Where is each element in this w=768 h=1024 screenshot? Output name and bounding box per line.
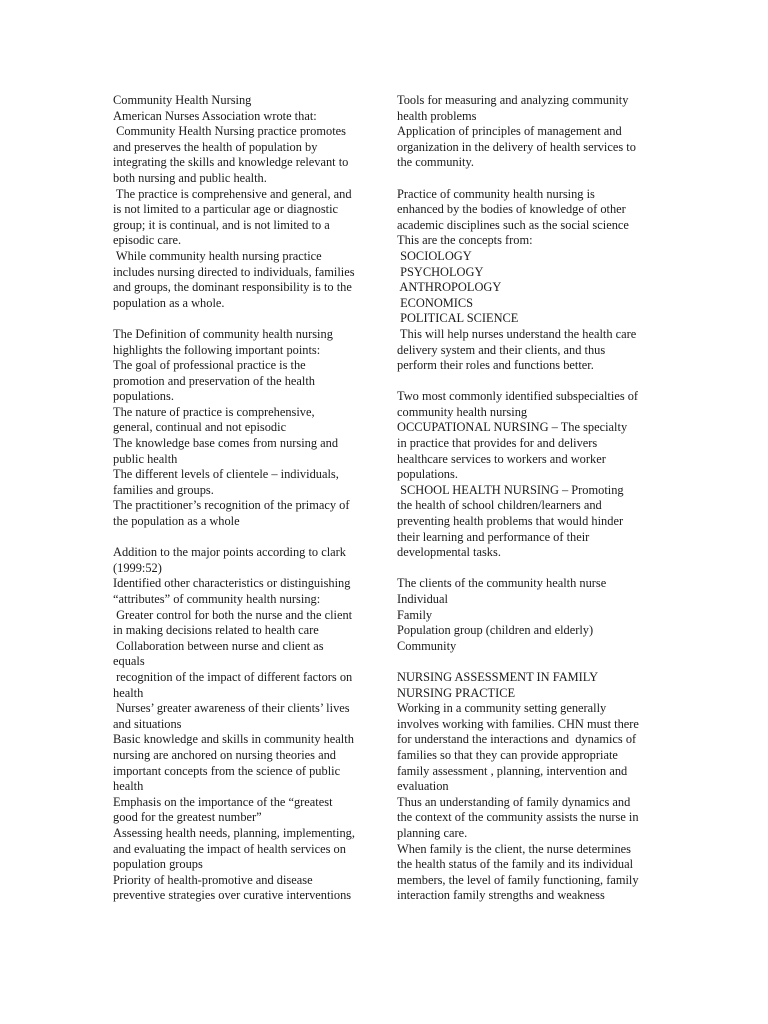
right-column-line: family assessment , planning, intervention and [397, 763, 628, 778]
right-column-line: preventing health problems that would hinder [397, 514, 624, 529]
left-column-line: general, continual and not episodic [113, 420, 287, 435]
left-column-line: “attributes” of community health nursing: [113, 592, 321, 606]
right-column-line: members, the level of family functioning, family [397, 872, 639, 887]
left-column-line: and preserves the health of population by [113, 139, 318, 154]
left-column-line: Basic knowledge and skills in community health [113, 732, 354, 747]
right-column-line: academic disciplines such as the social science [397, 217, 629, 232]
left-column-line: preventive strategies over curative interventions [113, 888, 352, 903]
left-column-line: integrating the skills and knowledge relevant to [113, 155, 349, 170]
left-column-line: nursing are anchored on nursing theories and [113, 747, 336, 762]
right-column-line: Thus an understanding of family dynamics and [397, 794, 631, 809]
right-column-line: planning care. [397, 825, 468, 840]
left-column-line: Greater control for both the nurse and the client [113, 607, 353, 622]
right-column-line: NURSING PRACTICE [397, 685, 516, 700]
left-column-line: Collaboration between nurse and client as [113, 638, 324, 653]
right-column-line [397, 374, 659, 390]
left-column-line: health [113, 685, 144, 700]
left-column-line [113, 311, 375, 327]
left-column-line: and groups, the dominant responsibility is to the [113, 280, 352, 295]
left-column-line: Priority of health-promotive and disease [113, 872, 313, 887]
left-column-line: The practice is comprehensive and general, and [113, 186, 352, 201]
left-column-line: the population as a whole [113, 514, 240, 529]
left-column-line: The goal of professional practice is the [113, 358, 306, 373]
right-column-line: Family [397, 607, 433, 622]
left-column-line: and situations [113, 716, 182, 731]
left-column-line: Nurses’ greater awareness of their clients’ lives [113, 701, 350, 716]
left-column-line: (1999:52) [113, 560, 162, 575]
right-column-line: organization in the delivery of health services to [397, 139, 636, 154]
left-column-line: population groups [113, 857, 203, 872]
right-column-line: health problems [397, 108, 477, 123]
left-column-line: good for the greatest number” [113, 810, 262, 825]
left-column-line: While community health nursing practice [113, 248, 322, 263]
left-column-line: American Nurses Association wrote that: [113, 108, 317, 123]
left-column-line: The nature of practice is comprehensive, [113, 404, 315, 419]
left-column-line: promotion and preservation of the health [113, 373, 315, 388]
right-column-line: developmental tasks. [397, 545, 501, 560]
left-column-line: in making decisions related to health care [113, 623, 319, 638]
right-column-line: for understand the interactions and dynamics of [397, 732, 637, 747]
left-column-line: recognition of the impact of different factors on [113, 669, 353, 684]
right-column-line: interaction family strengths and weakness [397, 888, 605, 903]
right-column-line: When family is the client, the nurse determines [397, 841, 631, 856]
left-column-line: families and groups. [113, 482, 214, 497]
right-column-line: community health nursing [397, 404, 528, 419]
right-column-line [397, 561, 659, 577]
right-column-line: healthcare services to workers and worker [397, 451, 606, 466]
right-column-line: involves working with families. CHN must there [397, 716, 639, 731]
left-column-line: group; it is continual, and is not limited to a [113, 217, 330, 232]
right-column-line: ANTHROPOLOGY [397, 280, 502, 295]
right-column-line: populations. [397, 467, 458, 482]
left-column-line: Emphasis on the importance of the “greatest [113, 794, 333, 809]
right-column-line: Two most commonly identified subspecialties of [397, 389, 639, 404]
right-column-line [397, 654, 659, 670]
right-column-line: Population group (children and elderly) [397, 623, 594, 638]
right-column-line: perform their roles and functions better. [397, 358, 594, 373]
right-column-line: the context of the community assists the nurse in [397, 810, 639, 825]
right-column-line: Tools for measuring and analyzing community [397, 93, 629, 107]
left-column-line: public health [113, 451, 178, 466]
right-column-line: the health of school children/learners and [397, 498, 602, 513]
right-column-line: families so that they can provide appropriate [397, 747, 618, 762]
right-column-line: their learning and performance of their [397, 529, 590, 544]
left-column-line: Identified other characteristics or distinguishing [113, 576, 351, 591]
right-column-line: enhanced by the bodies of knowledge of other [397, 202, 626, 217]
left-column-line: Addition to the major points according to clark [113, 545, 346, 560]
left-column-line: important concepts from the science of public [113, 763, 341, 778]
right-column-line: the health status of the family and its individual [397, 857, 634, 872]
left-column-line: The Definition of community health nursing [113, 326, 333, 341]
left-column-line: equals [113, 654, 145, 669]
left-column [113, 93, 375, 904]
right-column-line: Individual [397, 592, 448, 606]
left-column-line: includes nursing directed to individuals, families [113, 264, 355, 279]
left-column-line: Community Health Nursing practice promotes [113, 124, 346, 139]
right-column-line: This are the concepts from: [397, 233, 533, 248]
right-column-line: Practice of community health nursing is [397, 186, 595, 201]
right-column-line: POLITICAL SCIENCE [397, 311, 519, 326]
left-column-line: The different levels of clientele – individuals, [113, 467, 339, 482]
left-column-line: episodic care. [113, 233, 182, 248]
right-column-line: SOCIOLOGY [397, 248, 472, 263]
right-column-line: Community [397, 638, 457, 653]
left-column-line: The practitioner’s recognition of the primacy of [113, 498, 350, 513]
left-column-line [113, 530, 375, 546]
right-column-line: the community. [397, 155, 474, 170]
right-column-line: Application of principles of management and [397, 124, 622, 139]
left-column-line: populations. [113, 389, 174, 404]
left-column-line: The knowledge base comes from nursing and [113, 436, 339, 451]
right-column-line: NURSING ASSESSMENT IN FAMILY [397, 669, 599, 684]
right-column-line: OCCUPATIONAL NURSING – The specialty [397, 420, 628, 435]
right-column-line: SCHOOL HEALTH NURSING – Promoting [397, 482, 624, 497]
right-column-line: delivery system and their clients, and thus [397, 342, 606, 357]
left-column-line: population as a whole. [113, 295, 225, 310]
right-column-line: PSYCHOLOGY [397, 264, 484, 279]
left-column-line: health [113, 779, 144, 794]
left-column-line: and evaluating the impact of health services on [113, 841, 346, 856]
right-column-line [397, 171, 659, 187]
right-column [397, 93, 659, 904]
right-column-line: This will help nurses understand the health care [397, 326, 637, 341]
left-column-line: both nursing and public health. [113, 170, 267, 185]
left-column-line: is not limited to a particular age or diagnostic [113, 202, 339, 217]
left-column-line: highlights the following important points: [113, 342, 321, 357]
right-column-line: Working in a community setting generally [397, 701, 607, 716]
right-column-line: evaluation [397, 779, 449, 794]
right-column-line: in practice that provides for and delivers [397, 436, 598, 451]
right-column-line: The clients of the community health nurse [397, 576, 607, 591]
left-column-line: Assessing health needs, planning, implementing, [113, 825, 355, 840]
right-column-line: ECONOMICS [397, 295, 474, 310]
left-column-line: Community Health Nursing [113, 93, 252, 107]
